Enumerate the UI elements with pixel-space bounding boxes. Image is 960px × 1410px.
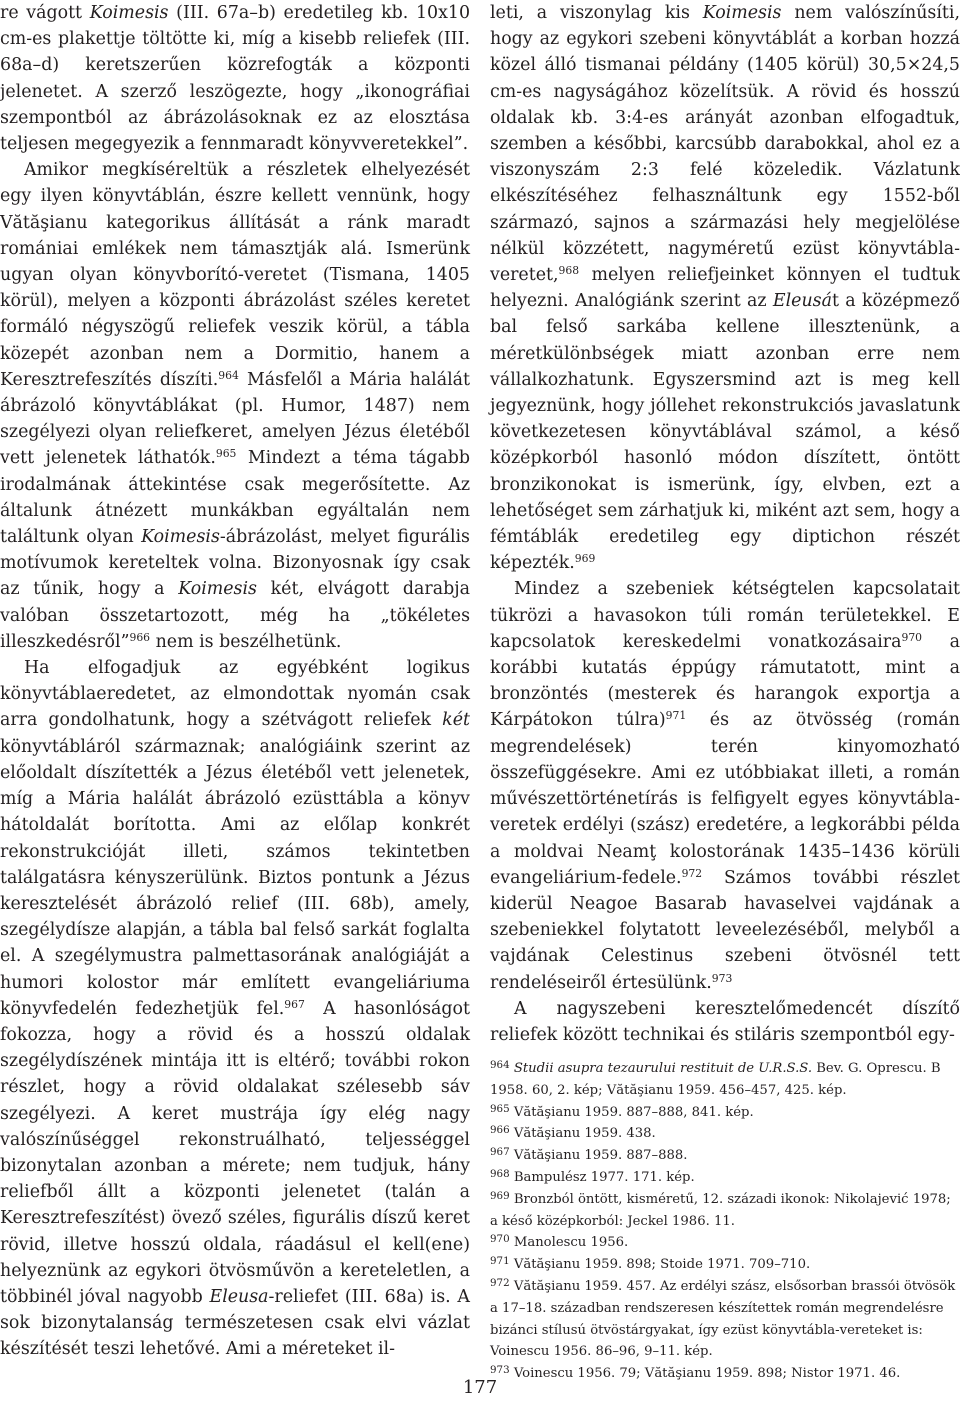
footnote-ref: 965 — [215, 447, 237, 461]
footnote-ref: 966 — [129, 630, 151, 644]
footnote-ref: 968 — [558, 264, 580, 278]
footnote: $^{970}$ Manolescu 1956. — [490, 1233, 629, 1251]
paragraph: re vágott Koimesis (III. 67a–b) eredetileg kb. 10x10 cm-es plakettje töltötte ki, míg a kisebb reliefek (III. 68a–d) keretszerűen közrefogták a központi jelenetet. A szerző leszögezte, hogy „ikonográfiai szempontból az ábrázolásoknak ez az elosztása teljesen megegyezik a fennmaradt könyvveretekkel”. — [0, 3, 471, 155]
paragraph: Mindez a szebeniek kétségtelen kapcsolatait tükrözi a havasokon túli román területekkel. E kapcsolatok kereskedelmi vonatkozásaira$^{970}$ a korábbi kutatás éppúgy rámutatott, mint a bronzöntés (mesterek és harangok exportja a Kárpátokon túlra)$^{971}$ és az ötvösség (román megrendelések) terén kinyomozható összefüggésekre. Ami ez utóbbiakat illeti, a román művészettörténetírás is felfigyelt egyes könyvtábla-veretek erdélyi (szász) eredetére, a legkorábbi példa a moldvai Neamţ kolostorának 1435–1436 körüli evangeliárium-fedele.$^{972}$ Számos további részlet kiderül Neagoe Basarab havaselvei vajdának a szebeniekkel folytatott leveelezéséből, melyből a vajdának Celestinus szebeni ötvösnél tett rendeléseiről értesülünk.$^{973}$ — [490, 579, 960, 993]
footnote: $^{971}$ Vătăşianu 1959. 898; Stoide 1971. 709–710. — [490, 1255, 811, 1273]
right-text-column — [490, 0, 960, 1048]
footnote: $^{967}$ Vătăşianu 1959. 887–888. — [490, 1146, 688, 1164]
footnote: $^{965}$ Vătăşianu 1959. 887–888, 841. kép. — [490, 1102, 754, 1120]
footnotes — [490, 1058, 960, 1385]
footnote: $^{966}$ Vătăşianu 1959. 438. — [490, 1124, 656, 1142]
paragraph: Amikor megkíséreltük a részletek elhelyezését egy ilyen könyvtáblán, észre kellett vennünk, hogy Vătăşianu kategorikus állítását a ránk maradt romániai emlékek nem támasztják alá. Ismerünk ugyan olyan könyvborító-veretet (Tismana, 1405 körül), melyen a központi ábrázolást széles keretet formáló négyszögű reliefek veszik körül, a tábla közepét azonban nem a Dormitio, hanem a Keresztrefeszítés díszíti.$^{964}$ Másfelől a Mária halálát ábrázoló könyvtáblákat (pl. Humor, 1487) nem szegélyezi olyan reliefkeret, amelyen Jézus életéből vett jelenetek láthatók.$^{965}$ Mindezt a téma tágabb irodalmának áttekintése csak megerősítette. Az általunk átnézett munkákban egyáltalán nem találtunk olyan Koimesis-ábrázolást, melyet figurális motívumok kereteltek volna. Bizonyosnak így csak az tűnik, hogy a Koimesis két, elvágott darabja valóban összetartozott, még ha „tökéletes illeszkedésről”$^{966}$ nem is beszélhetünk. — [0, 160, 471, 652]
footnote-ref: 964 — [218, 368, 239, 382]
footnote-ref: 969 — [574, 552, 596, 566]
footnote: $^{964}$ Studii asupra tezaurului restituit de U.R.S.S. Bev. G. Oprescu. B 1958. 60, 2. kép; Vătăşianu 1959. 456–457, 425. kép. — [490, 1058, 941, 1098]
page-number: 177 — [462, 1377, 498, 1398]
paragraph: Ha elfogadjuk az egyébként logikus könyvtáblaeredetet, az elmondottak nyomán csak arra gondolhatunk, hogy a szétvágott reliefek két könyvtábláról származnak; analógiáink szerint az előoldalt díszítették a Jézus életéből vett jelenetek, míg a Mária halálát ábrázoló ezüsttábla a könyv hátoldalát borította. Ami az előlap konkrét rekonstrukcióját illeti, számos tekintetben találgatásra kényszerülünk. Biztos pontunk a Jézus keresztelését ábrázoló relief (III. 68b), amely, szegélydísze alapján, a tábla bal felső sarkát foglalta el. A szegélymustra palmettasorának analógiáját a humori kolostor már említett evangeliáriuma könyvfedelén fedezhetjük fel.$^{967}$ A hasonlóságot fokozza, hogy a rövid és a hosszú oldalak szegélydíszének mintája itt is eltérő; további rokon részlet, hogy a rövid oldalakat szélesebb sáv szegélyezi. A keret mustrája így elég nagy valószínűséggel rekonstruálható, teljességgel bizonytalan azonban a mérete; nem tudjuk, hány reliefből állt a központi jelenetet (talán a Keresztrefeszítést) övező széles, figurális díszű keret rövid, illetve hosszú oldala, ráadásul el kell(ene) helyeznünk az egykori ötvösművön a kereteletlen, a többinél jóval nagyobb Eleusa-reliefet (III. 68a) is. A sok bizonytalanság természetesen csak elvi vázlat készítését teszi lehetővé. Ami a méreteket il- — [0, 658, 470, 1360]
footnote: $^{973}$ Voinescu 1956. 79; Vătăşianu 1959. 898; Nistor 1971. 46. — [490, 1364, 901, 1382]
footnote-ref: 972 — [681, 866, 703, 880]
left-text-column — [0, 0, 470, 1363]
footnote: $^{972}$ Vătăşianu 1959. 457. Az erdélyi szász, elsősorban brassói ötvösök a 17–18. században rendszeresen készítettek román megrendelésre bizánci stílusú ötvöstárgyakat, így ezüst könyvtábla-vereteket is: Voinescu 1956. 86–96, 9–11. kép. — [490, 1276, 956, 1360]
paragraph: A nagyszebeni keresztelőmedencét díszítő reliefek között technikai és stiláris szempontból egy- — [490, 998, 960, 1045]
footnote-ref: 973 — [711, 971, 733, 985]
footnote-ref: 970 — [901, 630, 923, 644]
footnote-ref: 971 — [665, 709, 687, 723]
footnote: $^{969}$ Bronzból öntött, kisméretű, 12. századi ikonok: Nikolajević 1978; a késő középkorból: Jeckel 1986. 11. — [490, 1189, 951, 1229]
footnote: $^{968}$ Bampulész 1977. 171. kép. — [490, 1167, 695, 1185]
footnote-ref: 967 — [284, 997, 305, 1011]
paragraph: leti, a viszonylag kis Koimesis nem valószínűsíti, hogy az egykori szebeni könyvtáblát a korban hozzá közel álló tismanai példány (1405 körül) 30,5×24,5 cm-es nagyságához közelítsük. A rövid és hosszú oldalak kb. 3:4-es arányát azonban elfogadtuk, szemben a későbbi, karcsúbb darabokkal, ahol ez a viszonyszám 2:3 felé közeledik. Vázlatunk elkészítéséhez felhasználtunk egy 1552-ből származó, sajnos a származási hely megjelölése nélkül közzétett, nagyméretű ezüst könyvtábla-veretet,$^{968}$ melyen reliefjeinket könnyen el tudtuk helyezni. Analógiánk szerint az Eleusát a középmező bal felső sarkába kellene illesztenünk, a méretkülönbségek miatt azonban erre nem vállalkozhatunk. Egyszersmind azt is meg kell jegyeznünk, hogy jóllehet rekonstrukciós javaslatunk következetesen könyvtáblával számol, a késő középkorból hasonló módon díszített, öntött bronzikonokat is ismerünk, így, elvben, ezt a lehetőséget sem zárhatjuk ki, miként azt sem, hogy a fémtáblák eredetileg egy diptichon részét képezték.$^{969}$ — [490, 3, 960, 574]
